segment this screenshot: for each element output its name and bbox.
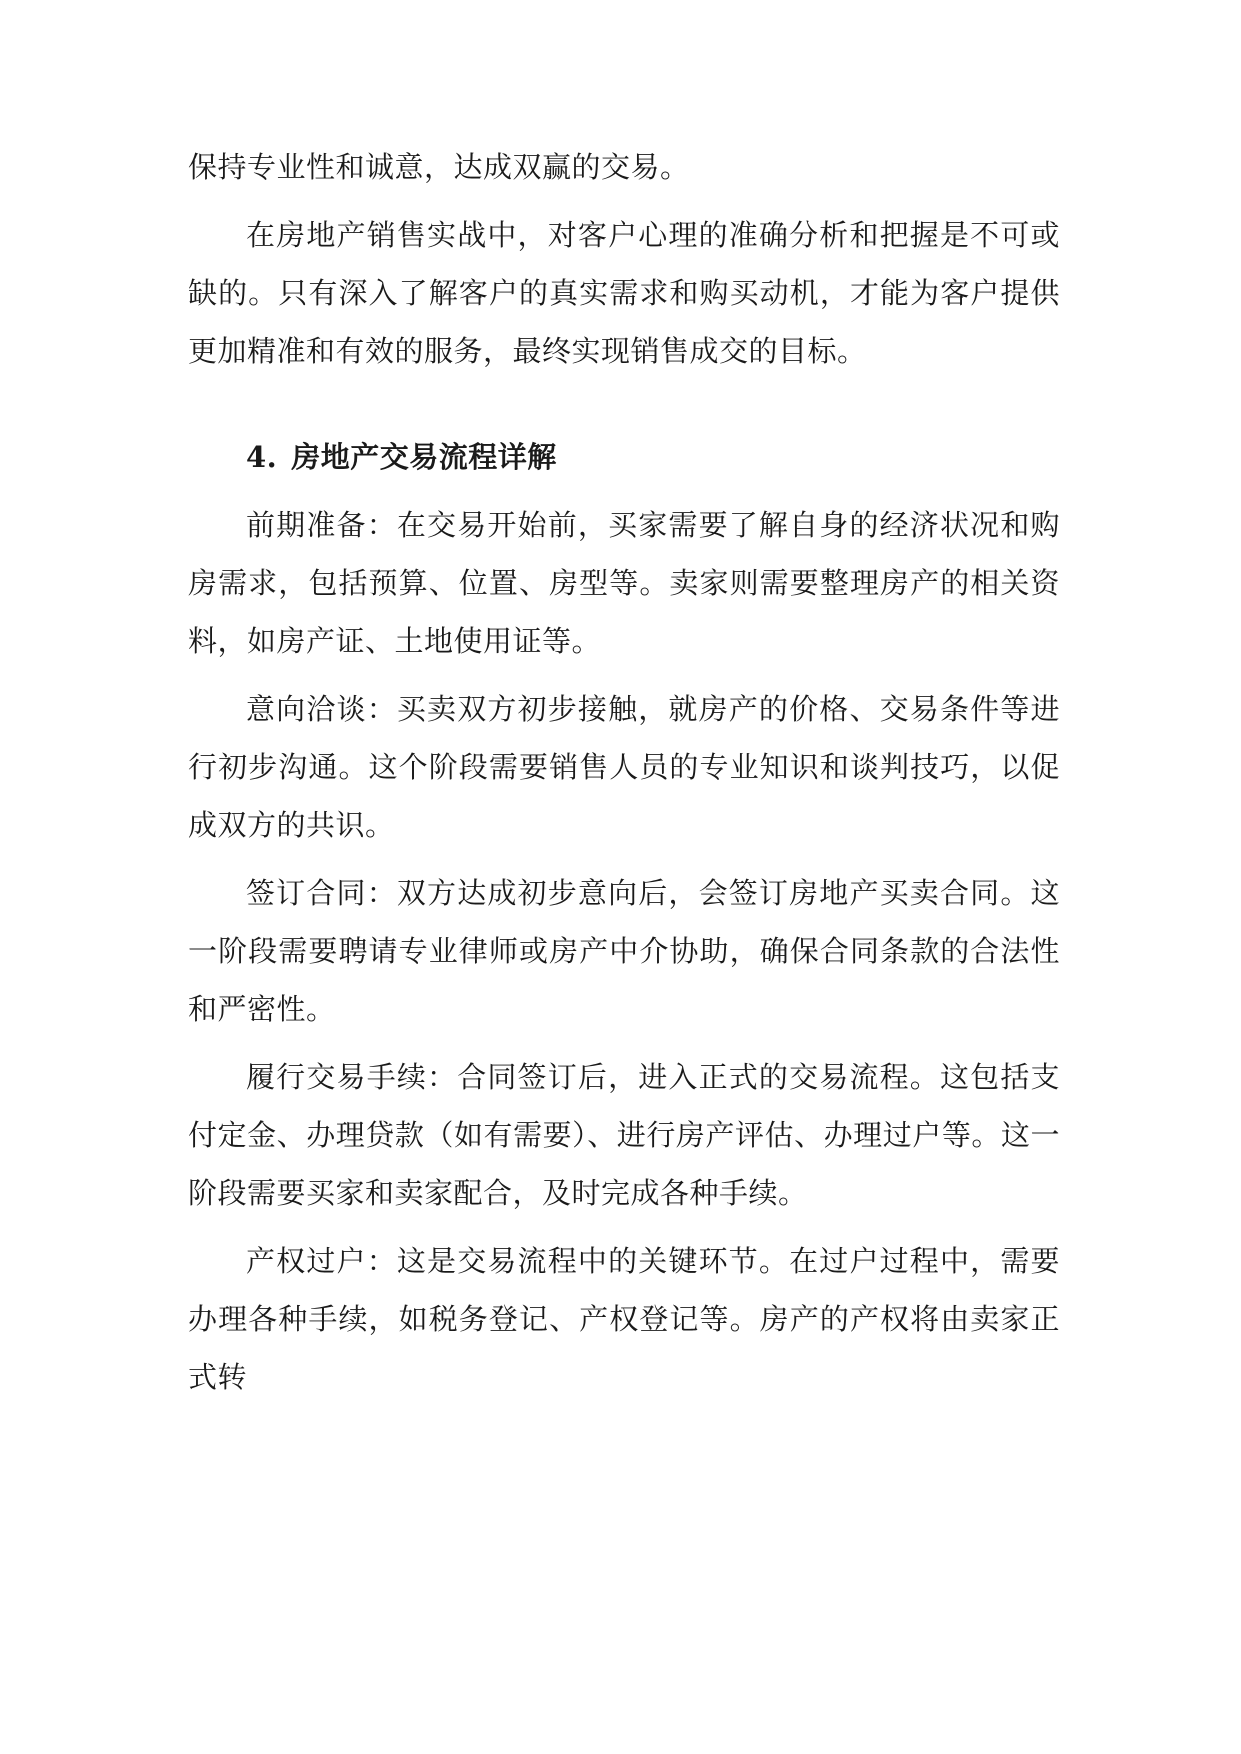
body-paragraph: 产权过户：这是交易流程中的关键环节。在过户过程中，需要办理各种手续，如税务登记、产权登记等。房产的产权将由卖家正式转: [188, 1244, 1060, 1394]
body-paragraph: 签订合同：双方达成初步意向后，会签订房地产买卖合同。这一阶段需要聘请专业律师或房产中介协助，确保合同条款的合法性和严密性。: [188, 876, 1060, 1026]
continued-paragraph: 保持专业性和诚意，达成双赢的交易。: [188, 150, 690, 184]
body-paragraph: 意向洽谈：买卖双方初步接触，就房产的价格、交易条件等进行初步沟通。这个阶段需要销售人员的专业知识和谈判技巧，以促成双方的共识。: [188, 692, 1060, 842]
document-page: [188, 138, 1060, 1416]
section-heading: [246, 428, 1060, 486]
body-paragraph: 在房地产销售实战中，对客户心理的准确分析和把握是不可或缺的。只有深入了解客户的真实需求和购买动机，才能为客户提供更加精准和有效的服务，最终实现销售成交的目标。: [188, 218, 1060, 368]
section-title: 房地产交易流程详解: [291, 440, 557, 474]
body-paragraph: 履行交易手续：合同签订后，进入正式的交易流程。这包括支付定金、办理贷款（如有需要）、进行房产评估、办理过户等。这一阶段需要买家和卖家配合，及时完成各种手续。: [188, 1060, 1060, 1210]
body-paragraph: 前期准备：在交易开始前，买家需要了解自身的经济状况和购房需求，包括预算、位置、房型等。卖家则需要整理房产的相关资料，如房产证、土地使用证等。: [188, 508, 1060, 658]
section-number: 4.: [246, 440, 278, 474]
